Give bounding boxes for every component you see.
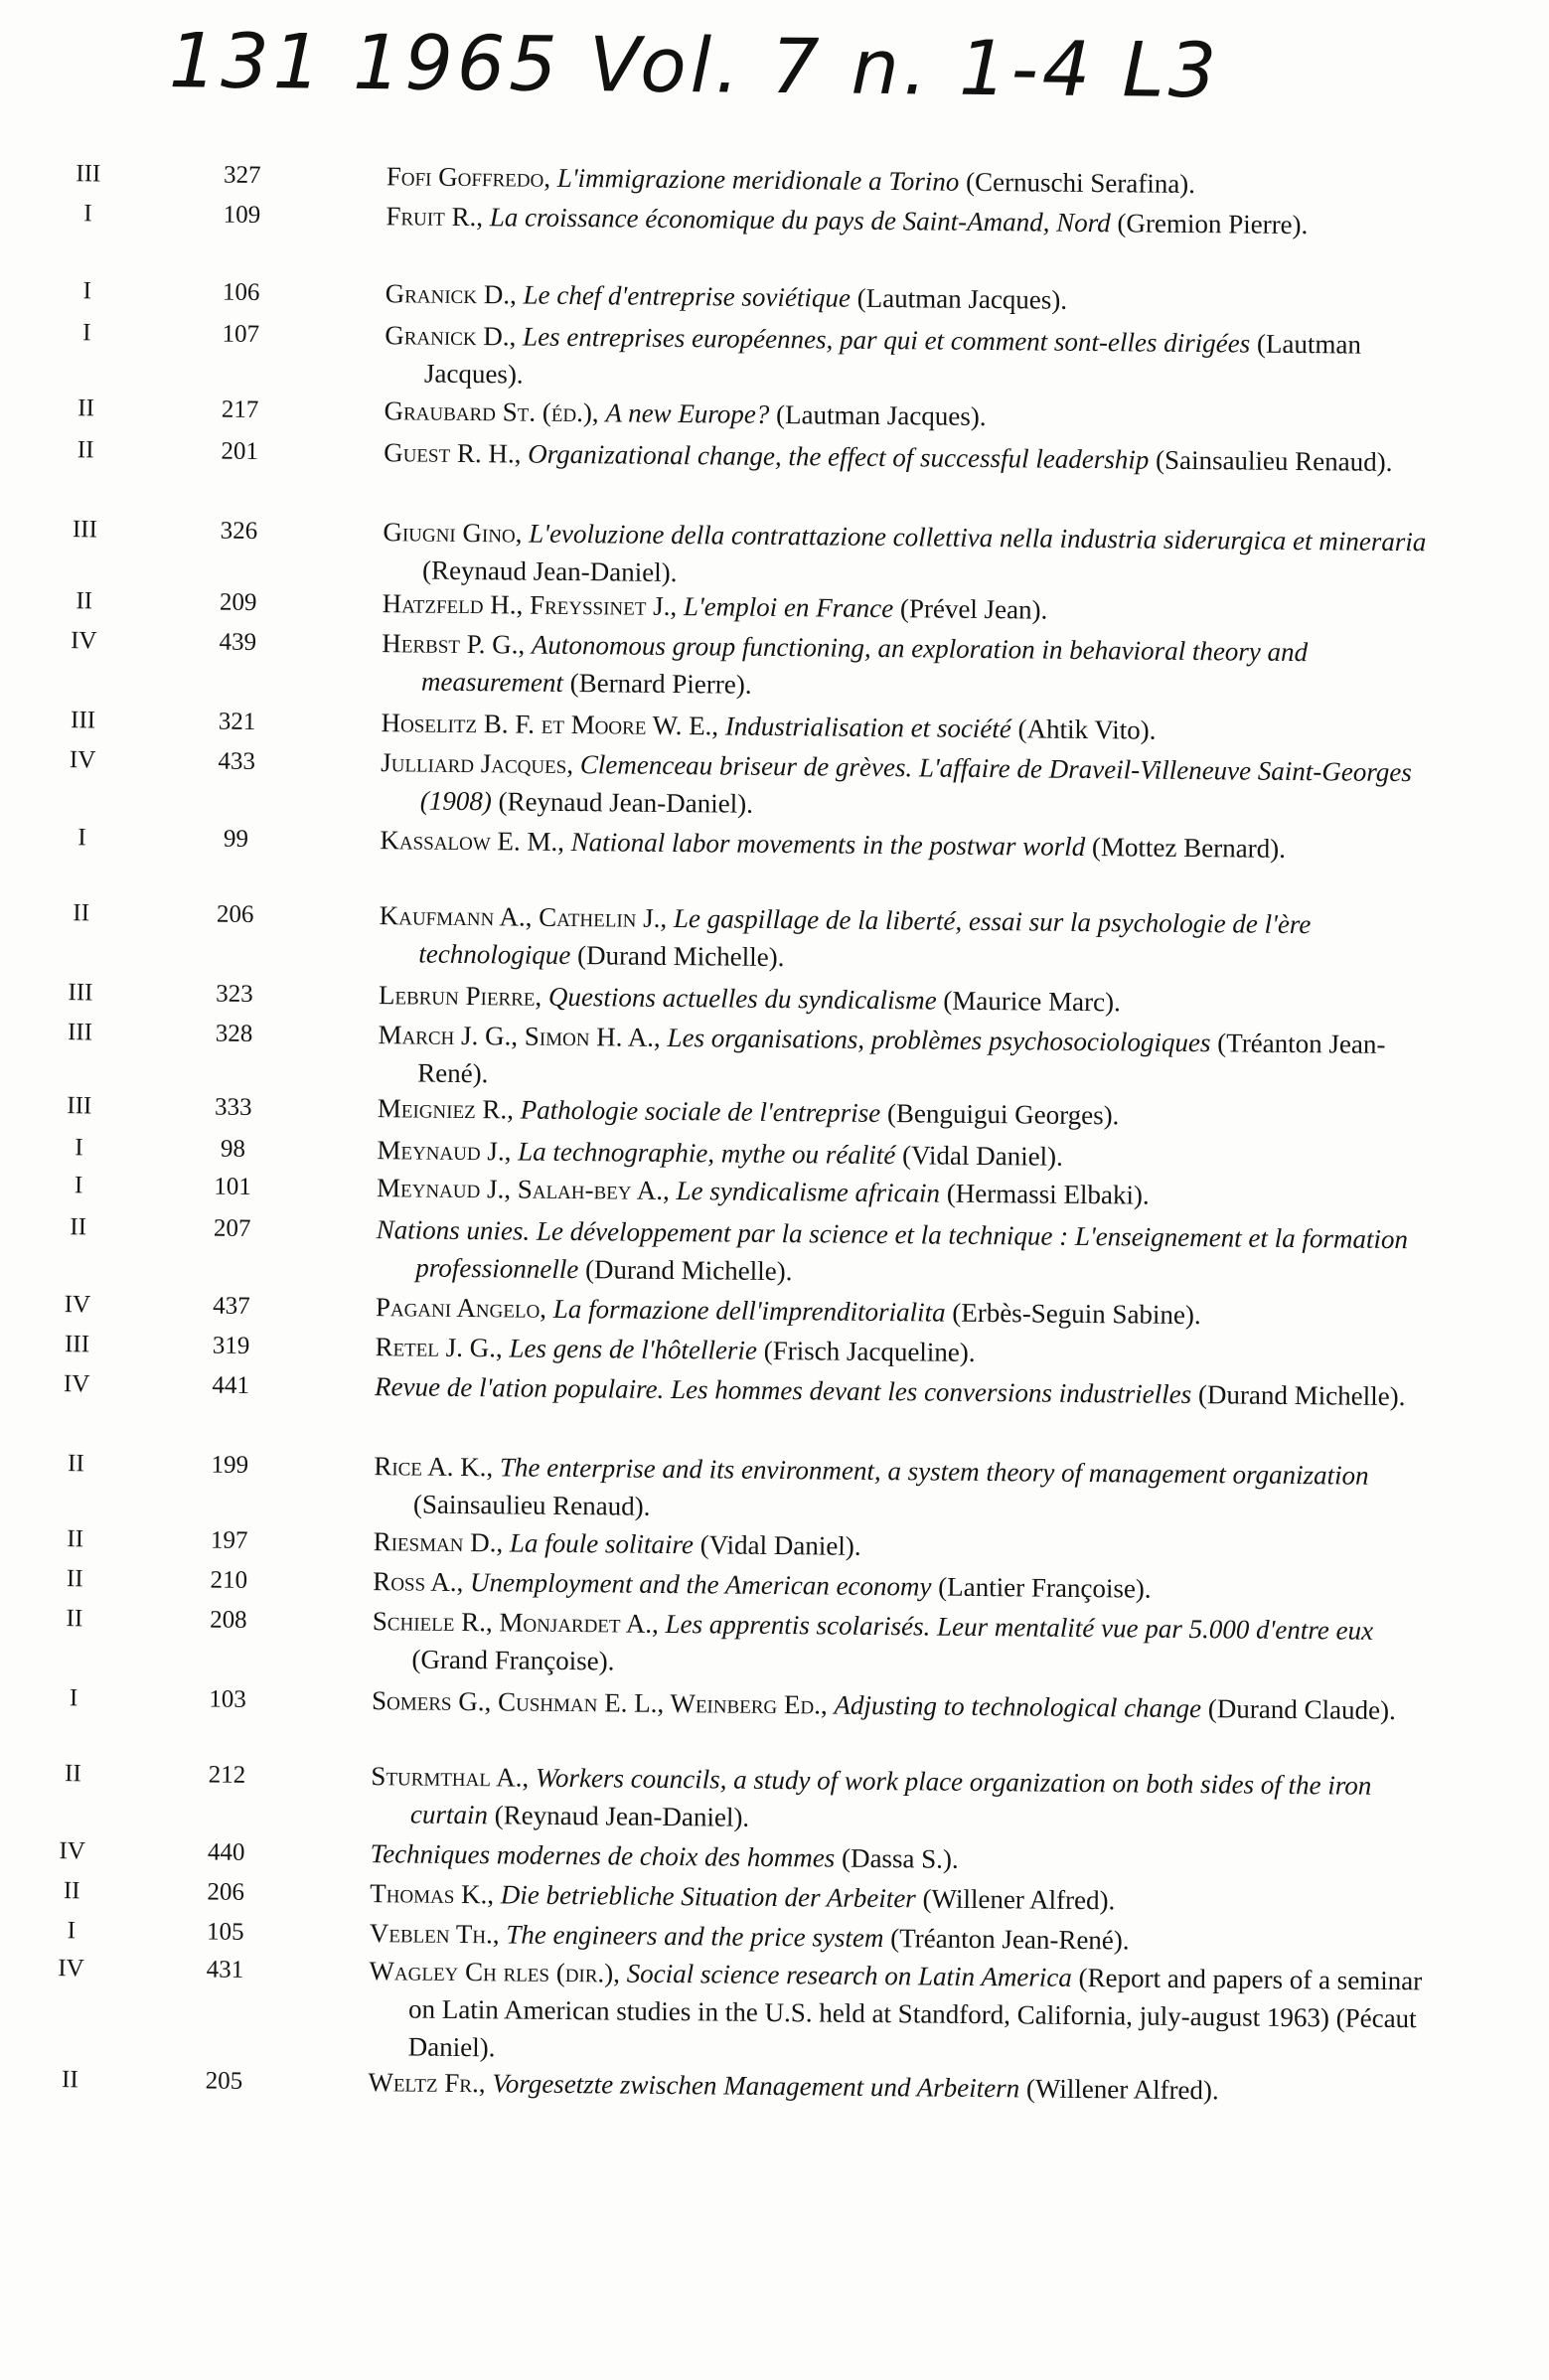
entry-text xyxy=(382,624,1456,710)
page-number: 323 xyxy=(216,980,253,1008)
volume-number: II xyxy=(70,1213,87,1241)
page-number: 431 xyxy=(206,1956,244,1983)
entry-reviewer: (Hermassi Elbaki). xyxy=(946,1178,1150,1210)
entry-text xyxy=(376,1210,1450,1296)
volume-number: I xyxy=(82,319,91,347)
volume-number: II xyxy=(67,1450,84,1478)
entry-title: Autonomous group functioning, an exploration in behavioral theory and measurement xyxy=(420,629,1309,698)
entry-author: Meigniez R., xyxy=(377,1093,515,1125)
page-number: 208 xyxy=(210,1606,247,1634)
page-number: 319 xyxy=(212,1332,250,1359)
page-number: 328 xyxy=(215,1020,253,1047)
entry-author: Retel J. G., xyxy=(375,1332,503,1363)
entry-reviewer: (Frisch Jacqueline). xyxy=(763,1335,976,1367)
entry-reviewer: (Willener Alfred). xyxy=(922,1883,1116,1916)
entry-reviewer: (Benguigui Georges). xyxy=(886,1098,1120,1131)
page-number: 437 xyxy=(213,1292,250,1320)
bibliography-entry xyxy=(0,1753,1543,1832)
entry-title: Pathologie sociale de l'entreprise xyxy=(520,1094,881,1129)
entry-reviewer: (Sainsaulieu Renaud). xyxy=(1155,444,1393,477)
entry-text xyxy=(372,1681,1445,1729)
entry-reviewer: (Report and papers of a seminar on Latin American studies in the U.S. held at Standford, California, july-august 1963) (Pécaut Daniel). xyxy=(407,1962,1423,2063)
entry-title: Les entreprises européennes, par qui et comment sont-elles dirigées xyxy=(522,321,1251,359)
entry-reviewer: (Erbès-Seguin Sabine). xyxy=(952,1297,1201,1331)
page-number: 197 xyxy=(210,1526,248,1554)
entry-reviewer: (Reynaud Jean-Daniel). xyxy=(421,555,678,588)
bibliography-entry xyxy=(0,1443,1546,1521)
page-number: 333 xyxy=(214,1093,252,1121)
entry-reviewer: (Cernuschi Serafina). xyxy=(965,166,1196,200)
entry-title: Questions actuelles du syndicalisme xyxy=(547,981,937,1016)
page-number: 105 xyxy=(206,1918,244,1946)
entry-text xyxy=(386,197,1459,244)
entry-text xyxy=(369,1952,1443,2075)
entry-title: Le gaspillage de la liberté, essai sur la psychologie de l'ère technologique xyxy=(418,903,1312,971)
entry-reviewer: (Lantier Françoise). xyxy=(938,1571,1152,1604)
page-number: 205 xyxy=(205,2067,243,2095)
bibliography-entry xyxy=(9,154,1549,200)
entry-author: Veblen Th., xyxy=(369,1918,500,1950)
entry-reviewer: (Lautman Jacques). xyxy=(856,282,1068,315)
bibliography-entry xyxy=(6,510,1549,588)
page-number: 103 xyxy=(209,1685,246,1713)
entry-reviewer: (Maurice Marc). xyxy=(943,985,1121,1018)
entry-author: Guest R. H., xyxy=(384,437,522,469)
entry-reviewer: (Durand Michelle). xyxy=(576,940,785,973)
entry-title: Revue de l'ation populaire. Les hommes devant les conversions industrielles xyxy=(375,1371,1192,1410)
entry-reviewer: (Grand Françoise). xyxy=(411,1644,615,1676)
entry-title: La formazione dell'imprenditorialita xyxy=(552,1293,946,1328)
volume-number: III xyxy=(67,1019,93,1046)
bibliography-entry xyxy=(8,271,1549,315)
entry-title: The engineers and the price system xyxy=(506,1919,884,1954)
volume-number: III xyxy=(68,979,93,1007)
volume-number: III xyxy=(64,1331,90,1358)
entry-reviewer: (Mottez Bernard). xyxy=(1091,832,1287,864)
page-number: 326 xyxy=(220,517,258,545)
page-number: 99 xyxy=(223,825,249,853)
volume-number: II xyxy=(76,587,93,615)
entry-author: Rice A. K., xyxy=(374,1451,494,1483)
volume-number: II xyxy=(67,1525,84,1553)
entry-author: Kaufmann A., Cathelin J., xyxy=(379,900,668,933)
entry-reviewer: (Durand Michelle). xyxy=(1197,1379,1406,1412)
page-number: 327 xyxy=(223,161,261,189)
entry-reviewer: (Lautman Jacques). xyxy=(423,328,1362,390)
bibliography-entry xyxy=(2,893,1549,973)
entry-author: Graubard St. (éd.), xyxy=(384,396,599,428)
entry-title: The enterprise and its environment, a system theory of management organization xyxy=(499,1452,1369,1491)
entry-author: Schiele R., Monjardet A., xyxy=(372,1606,660,1639)
volume-number: II xyxy=(77,395,95,422)
page-number: 106 xyxy=(222,278,260,306)
page-number: 107 xyxy=(222,320,260,348)
entry-reviewer: (Durand Michelle). xyxy=(584,1254,793,1287)
entry-author: Hatzfeld H., Freyssinet J., xyxy=(382,588,678,622)
volume-number: II xyxy=(73,899,90,927)
page-number: 209 xyxy=(219,588,257,616)
volume-number: IV xyxy=(58,1955,84,1983)
volume-number: I xyxy=(69,1684,78,1712)
entry-author: March J. G., Simon H. A., xyxy=(378,1020,661,1052)
entry-title: Vorgesetzte zwischen Management und Arbeitern xyxy=(492,2068,1020,2104)
page-number: 210 xyxy=(210,1566,248,1594)
entry-title: La foule solitaire xyxy=(509,1527,695,1560)
volume-number: II xyxy=(64,1760,81,1788)
volume-number: II xyxy=(63,1877,80,1905)
entry-title: L'immigrazione meridionale a Torino xyxy=(556,162,960,197)
entry-author: Hoselitz B. F. et Moore W. E., xyxy=(381,708,719,741)
entry-author: Weltz Fr., xyxy=(368,2067,486,2099)
entry-title: Workers councils, a study of work place organization on both sides of the iron curtain xyxy=(409,1762,1372,1830)
volume-number: I xyxy=(74,1172,83,1199)
entry-author: Thomas K., xyxy=(370,1878,495,1910)
entry-author: Herbst P. G., xyxy=(382,628,526,660)
page-number: 206 xyxy=(216,900,254,928)
page-number: 217 xyxy=(221,396,259,423)
entry-text xyxy=(378,1016,1452,1101)
page-number: 98 xyxy=(220,1135,246,1163)
volume-number: II xyxy=(66,1605,83,1633)
entry-reviewer: (Reynaud Jean-Daniel). xyxy=(494,1800,750,1832)
entry-title: A new Europe? xyxy=(605,397,770,429)
handwritten-header: 131 1965 Vol. 7 n. 1-4 L3 xyxy=(168,16,1221,115)
volume-number: II xyxy=(66,1565,83,1593)
entry-reviewer: (Tréanton Jean-René). xyxy=(890,1923,1130,1956)
volume-number: IV xyxy=(69,746,96,774)
entry-title: Les organisations, problèmes psychosociologiques xyxy=(667,1022,1211,1058)
page-number: 201 xyxy=(221,437,259,465)
entry-title: Unemployment and the American economy xyxy=(469,1567,932,1602)
entry-title: Nations unies. Le développement par la science et la technique : L'enseignement et la formation professionnelle xyxy=(376,1214,1409,1285)
entry-reviewer: (Prével Jean). xyxy=(899,593,1048,625)
entry-title: L'evoluzione della contrattazione collettiva nella industria siderurgica et mineraria xyxy=(529,518,1427,557)
entry-author: Granick D., xyxy=(385,320,517,352)
page-number: 199 xyxy=(211,1451,249,1479)
entry-reviewer: (Reynaud Jean-Daniel). xyxy=(498,786,754,819)
entry-author: Lebrun Pierre, xyxy=(378,980,542,1012)
entry-reviewer: (Lautman Jacques). xyxy=(775,398,987,432)
entry-author: Ross A., xyxy=(373,1566,464,1598)
entry-reviewer: (Willener Alfred). xyxy=(1025,2073,1219,2106)
entry-title: Industrialisation et société xyxy=(724,711,1012,744)
entry-title: Adjusting to technological change xyxy=(834,1689,1202,1724)
entry-text xyxy=(379,896,1453,982)
entry-author: Julliard Jacques, xyxy=(381,747,574,780)
volume-number: IV xyxy=(64,1291,91,1319)
entry-reviewer: (Dassa S.). xyxy=(841,1842,959,1874)
entry-text xyxy=(384,433,1457,481)
entry-author: Fofi Goffredo, xyxy=(386,161,551,193)
entry-author: Wagley Ch rles (dir.), xyxy=(369,1956,621,1988)
volume-number: III xyxy=(76,160,101,188)
volume-number: I xyxy=(67,1917,77,1945)
entry-title: Social science research on Latin America xyxy=(626,1958,1073,1992)
entry-author: Pagani Angelo, xyxy=(375,1292,547,1324)
entry-text xyxy=(371,1757,1445,1842)
entry-author: Sturmthal A., xyxy=(371,1761,530,1793)
entry-title: Les apprentis scolarisés. Leur mentalité vue par 5.000 d'entre eux xyxy=(665,1608,1374,1646)
entry-title: Les gens de l'hôtellerie xyxy=(509,1333,758,1365)
entry-reviewer: (Durand Claude). xyxy=(1207,1693,1396,1726)
volume-number: I xyxy=(75,1134,83,1162)
entry-text xyxy=(385,316,1459,401)
page-number: 433 xyxy=(218,747,256,775)
entry-author: Meynaud J., xyxy=(377,1135,512,1167)
volume-number: III xyxy=(70,707,96,734)
entry-title: Le chef d'entreprise soviétique xyxy=(523,279,852,313)
volume-number: III xyxy=(67,1092,92,1120)
volume-number: IV xyxy=(71,627,97,655)
entry-title: Le syndicalisme africain xyxy=(676,1176,941,1208)
entry-reviewer: (Gremion Pierre). xyxy=(1117,208,1309,240)
entry-author: Giugni Gino, xyxy=(383,517,523,549)
entry-author: Meynaud J., Salah-bey A., xyxy=(376,1173,670,1205)
page-number: 207 xyxy=(213,1214,251,1242)
page-number: 212 xyxy=(208,1761,246,1789)
entry-text xyxy=(380,821,1453,869)
entry-author: Somers G., Cushman E. L., Weinberg Ed., xyxy=(371,1685,828,1720)
page-number: 206 xyxy=(207,1878,245,1906)
volume-number: III xyxy=(72,516,98,544)
entry-text xyxy=(372,1602,1446,1687)
entry-title: Clemenceau briseur de grèves. L'affaire de Draveil-Villeneuve Saint-Georges (1908) xyxy=(419,749,1412,817)
page-number: 441 xyxy=(212,1371,250,1399)
page-number: 109 xyxy=(223,201,261,229)
entry-title: L'emploi en France xyxy=(683,591,894,624)
volume-number: I xyxy=(83,200,92,228)
entry-author: Granick D., xyxy=(385,278,517,310)
entry-reviewer: (Vidal Daniel). xyxy=(901,1140,1064,1172)
page-number: 439 xyxy=(219,628,257,656)
page-number: 440 xyxy=(207,1838,245,1866)
volume-number: II xyxy=(61,2066,78,2094)
entry-text xyxy=(381,743,1455,829)
entry-title: National labor movements in the postwar world xyxy=(570,827,1086,862)
entry-reviewer: (Ahtik Vito). xyxy=(1017,714,1157,745)
entry-reviewer: (Bernard Pierre). xyxy=(569,668,752,700)
volume-number: IV xyxy=(63,1370,90,1398)
entry-author: Riesman D., xyxy=(373,1526,504,1558)
entry-author: Kassalow E. M., xyxy=(380,825,565,857)
entry-reviewer: (Vidal Daniel). xyxy=(699,1529,861,1561)
entry-author: Fruit R., xyxy=(386,201,484,233)
entry-title: La technographie, mythe ou réalité xyxy=(518,1136,896,1171)
entry-reviewer: (Sainsaulieu Renaud). xyxy=(412,1489,651,1521)
entry-title: La croissance économique du pays de Saint-Amand, Nord xyxy=(489,202,1111,238)
entry-text xyxy=(374,1447,1448,1532)
entry-reviewer: (Tréanton Jean-René). xyxy=(417,1028,1386,1089)
entry-title: Organizational change, the effect of successful leadership xyxy=(528,438,1150,475)
entry-title: Die betriebliche Situation der Arbeiter xyxy=(500,1879,916,1914)
entry-text xyxy=(375,1367,1448,1415)
volume-number: I xyxy=(77,824,86,852)
volume-number: II xyxy=(77,436,94,464)
entry-text xyxy=(386,274,1459,322)
page-number: 101 xyxy=(214,1173,251,1200)
page-number: 321 xyxy=(218,708,256,735)
volume-number: IV xyxy=(59,1837,85,1865)
volume-number: I xyxy=(82,277,92,305)
entry-title: Techniques modernes de choix des hommes xyxy=(370,1838,836,1873)
